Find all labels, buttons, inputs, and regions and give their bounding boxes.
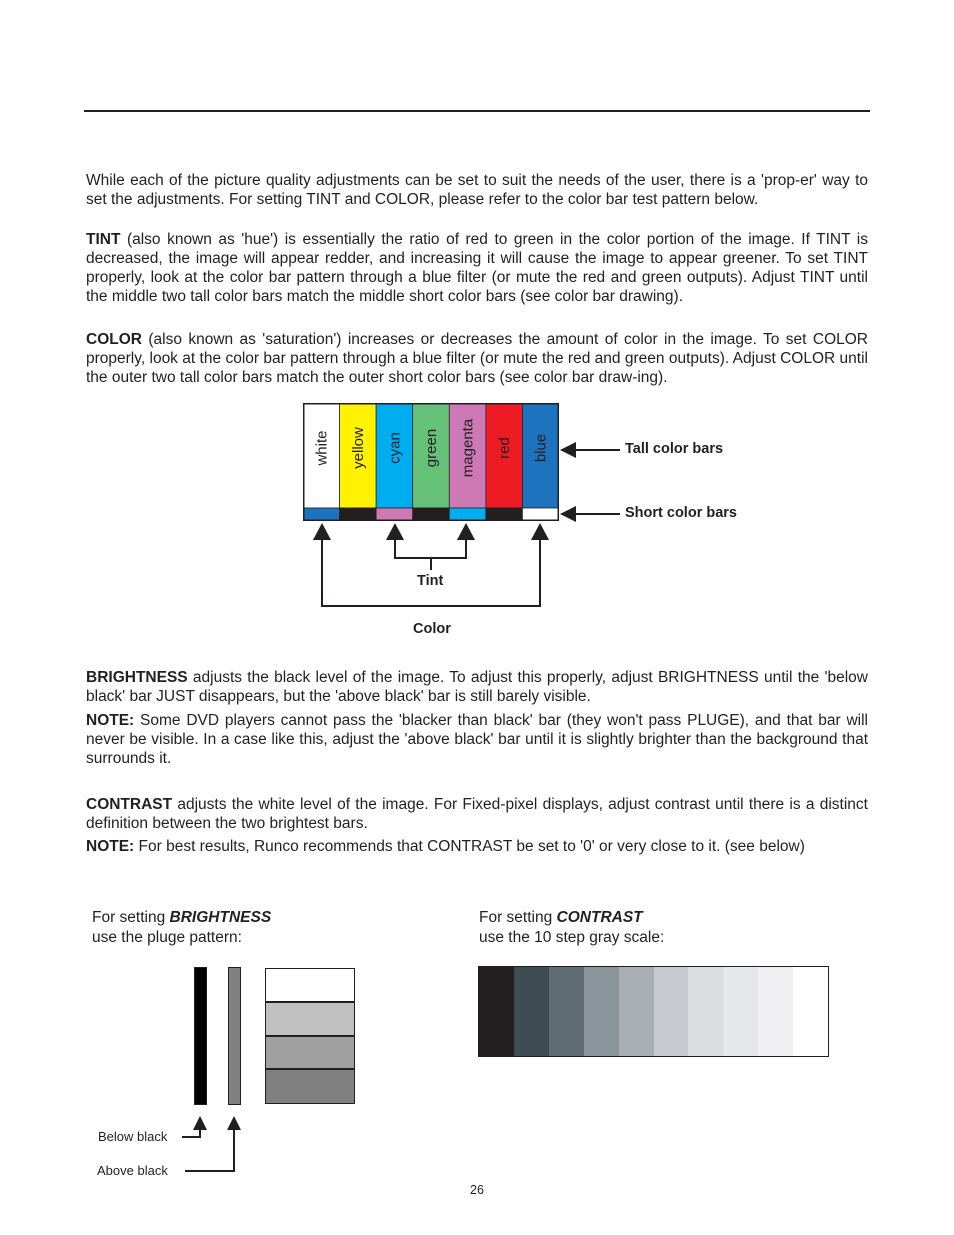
tint-heading: TINT: [86, 231, 121, 248]
gray-step: [758, 967, 793, 1056]
tint-label: Tint: [417, 573, 444, 589]
gray-step: [654, 967, 689, 1056]
note-brightness-paragraph: NOTE: Some DVD players cannot pass the 'blacker than black' bar (they won't pass PLUGE), and that bar will never be visible. In a case like this, adjust the 'above black' bar until it is slightly brighter than the background that surrounds it.: [86, 712, 868, 767]
above-black-bar: [228, 967, 241, 1105]
intro-paragraph: While each of the picture quality adjustments can be set to suit the needs of the user, there is a 'prop-er' way to set the adjustments. For setting TINT and COLOR, please refer to the color bar test pattern below.: [86, 172, 868, 208]
gray-step: [584, 967, 619, 1056]
gray-step: [479, 967, 514, 1056]
short-color-bars-label: Short color bars: [625, 505, 737, 521]
tall-bar-label: yellow: [349, 427, 367, 469]
contrast-paragraph: CONTRAST adjusts the white level of the image. For Fixed-pixel displays, adjust contrast until there is a distinct definition between the two brightest bars.: [86, 796, 868, 832]
pluge-box: [265, 1036, 355, 1069]
color-paragraph: COLOR (also known as 'saturation') increases or decreases the amount of color in the image. To set COLOR properly, look at the color bar pattern through a blue filter (or mute the red and green outputs). Adjust COLOR until the outer two tall color bars match the outer short color bars (see color bar draw-ing).: [86, 331, 868, 386]
up-arrow-icon: [313, 523, 331, 540]
short-bars-arrow-icon: [560, 506, 576, 522]
tall-bar-label: green: [423, 428, 440, 468]
tall-bar-label: magenta: [459, 418, 477, 478]
gray-step: [688, 967, 723, 1056]
pluge-box: [265, 1002, 355, 1036]
tall-color-bars-label: Tall color bars: [625, 441, 724, 457]
gray-step: [619, 967, 654, 1056]
tall-bar-label: cyan: [386, 432, 404, 464]
gray-step: [549, 967, 584, 1056]
up-arrow-icon: [386, 523, 404, 540]
contrast-heading: CONTRAST: [86, 796, 173, 813]
up-arrow-icon: [457, 523, 475, 540]
brightness-paragraph: BRIGHTNESS adjusts the black level of the image. To adjust this properly, adjust BRIGHTNESS until the 'below black' bar JUST disappears, but the 'above black' bar is still barely visible.: [86, 669, 868, 705]
color-label: Color: [413, 621, 451, 637]
brightness-caption: For setting BRIGHTNESS use the pluge pattern:: [92, 909, 272, 946]
tall-bar-label: blue: [532, 433, 550, 463]
tall-bar-label: white: [313, 430, 331, 466]
note-heading: NOTE:: [86, 712, 135, 729]
note-heading: NOTE:: [86, 838, 135, 855]
tall-bars-arrow-icon: [560, 442, 576, 458]
below-black-label: Below black: [98, 1129, 168, 1144]
up-arrow-icon: [531, 523, 549, 540]
gray-scale-pattern: [478, 966, 829, 1057]
pluge-box: [265, 968, 355, 1002]
up-arrow-icon: [227, 1116, 241, 1130]
gray-step: [793, 967, 828, 1056]
color-heading: COLOR: [86, 331, 142, 348]
page-number: 26: [470, 1183, 484, 1197]
contrast-caption: For setting CONTRAST use the 10 step gray scale:: [479, 909, 665, 946]
tall-bar-label: red: [496, 437, 514, 459]
up-arrow-icon: [193, 1116, 207, 1130]
brightness-heading: BRIGHTNESS: [86, 669, 188, 686]
above-black-label: Above black: [97, 1163, 168, 1178]
pluge-box: [265, 1069, 355, 1104]
note-contrast-paragraph: NOTE: For best results, Runco recommends that CONTRAST be set to '0' or very close to it. (see below): [86, 838, 805, 855]
below-black-bar: [194, 967, 207, 1105]
tint-paragraph: TINT (also known as 'hue') is essentially the ratio of red to green in the color portion of the image. If TINT is decreased, the image will appear redder, and increasing it will cause the image to appear greener. To set TINT properly, look at the color bar pattern through a blue filter (or mute the red and green outputs). Adjust TINT until the middle two tall color bars match the middle short color bars (see color bar drawing).: [86, 231, 868, 305]
gray-step: [514, 967, 549, 1056]
gray-step: [723, 967, 758, 1056]
